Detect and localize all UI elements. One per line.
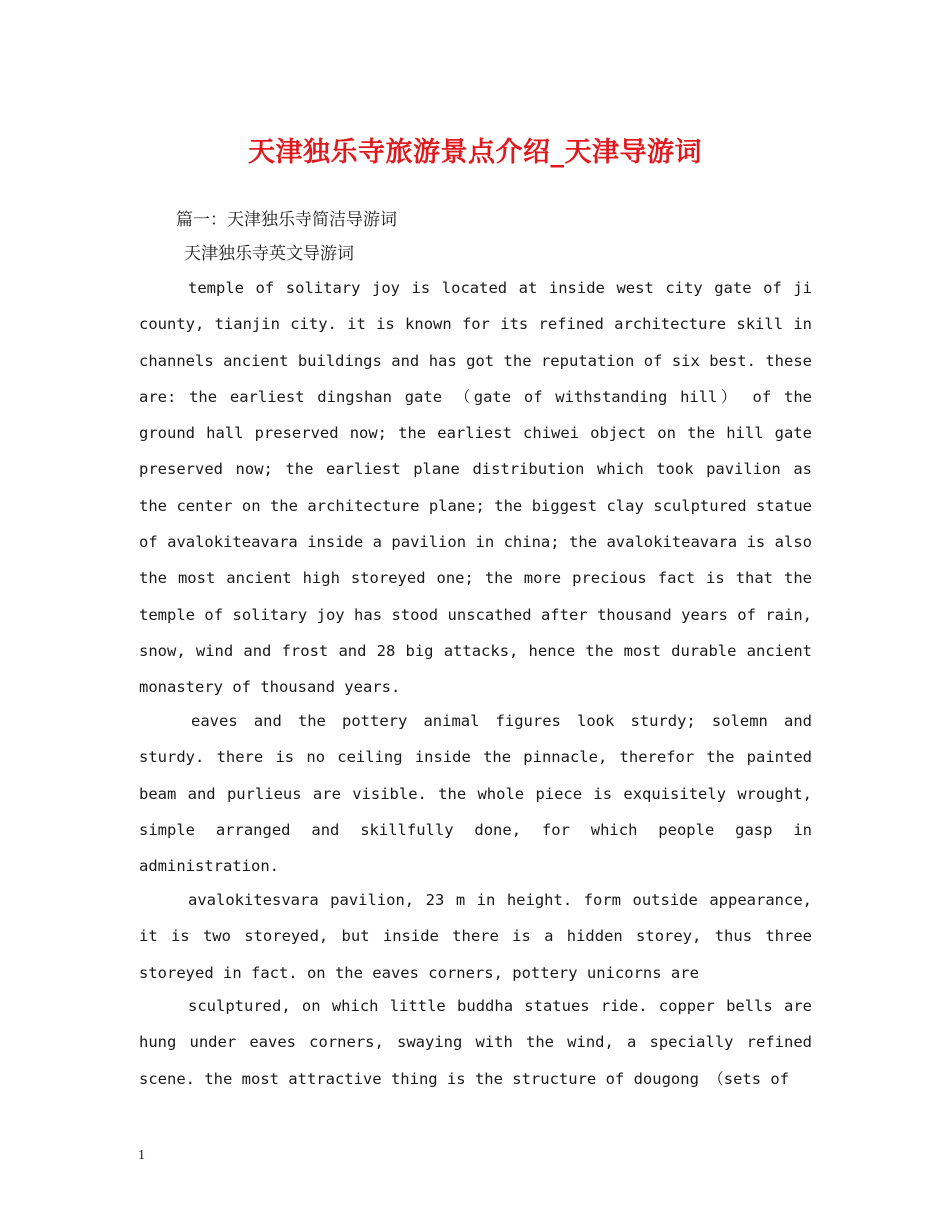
body-paragraph-4: sculptured, on which little buddha statues ride. copper bells are hung under eaves corners, swaying with the wind, a specially refined scene. the most attractive thing is the structure of dougong （sets of [139,997,812,1088]
body-paragraph-1: temple of solitary joy is located at inside west city gate of ji county, tianjin city. it is known for its refined architecture skill in channels ancient buildings and has got the reputation of six best. these are: the earliest dingshan gate （gate of withstanding hill） of the ground hall preserved now; the earliest chiwei object on the hill gate preserved now; the earliest plane distribution which took pavilion as the center on the architecture plane; the biggest clay sculptured statue of avalokiteavara inside a pavilion in china; the avalokiteavara is also the most ancient high storeyed one; the more precious fact is that the temple of solitary joy has stood unscathed after thousand years of rain, snow, wind and frost and 28 big attacks, hence the most durable ancient monastery of thousand years. [139,279,812,697]
section-heading: 篇一：天津独乐寺简洁导游词 [176,210,397,230]
body-paragraph-2: eaves and the pottery animal figures look sturdy; solemn and sturdy. there is no ceiling inside the pinnacle, therefor the painted beam and purlieus are visible. the whole piece is exquisitely wrought, simple arranged and skillfully done, for which people gasp in administration. [139,712,812,876]
body-paragraph-3: avalokitesvara pavilion, 23 m in height. form outside appearance, it is two storeyed, but inside there is a hidden storey, thus three storeyed in fact. on the eaves corners, pottery unicorns are [139,891,812,982]
subheading: 天津独乐寺英文导游词 [184,244,354,264]
document-title: 天津独乐寺旅游景点介绍_天津导游词 [248,137,702,168]
page-number: 1 [138,1148,145,1163]
